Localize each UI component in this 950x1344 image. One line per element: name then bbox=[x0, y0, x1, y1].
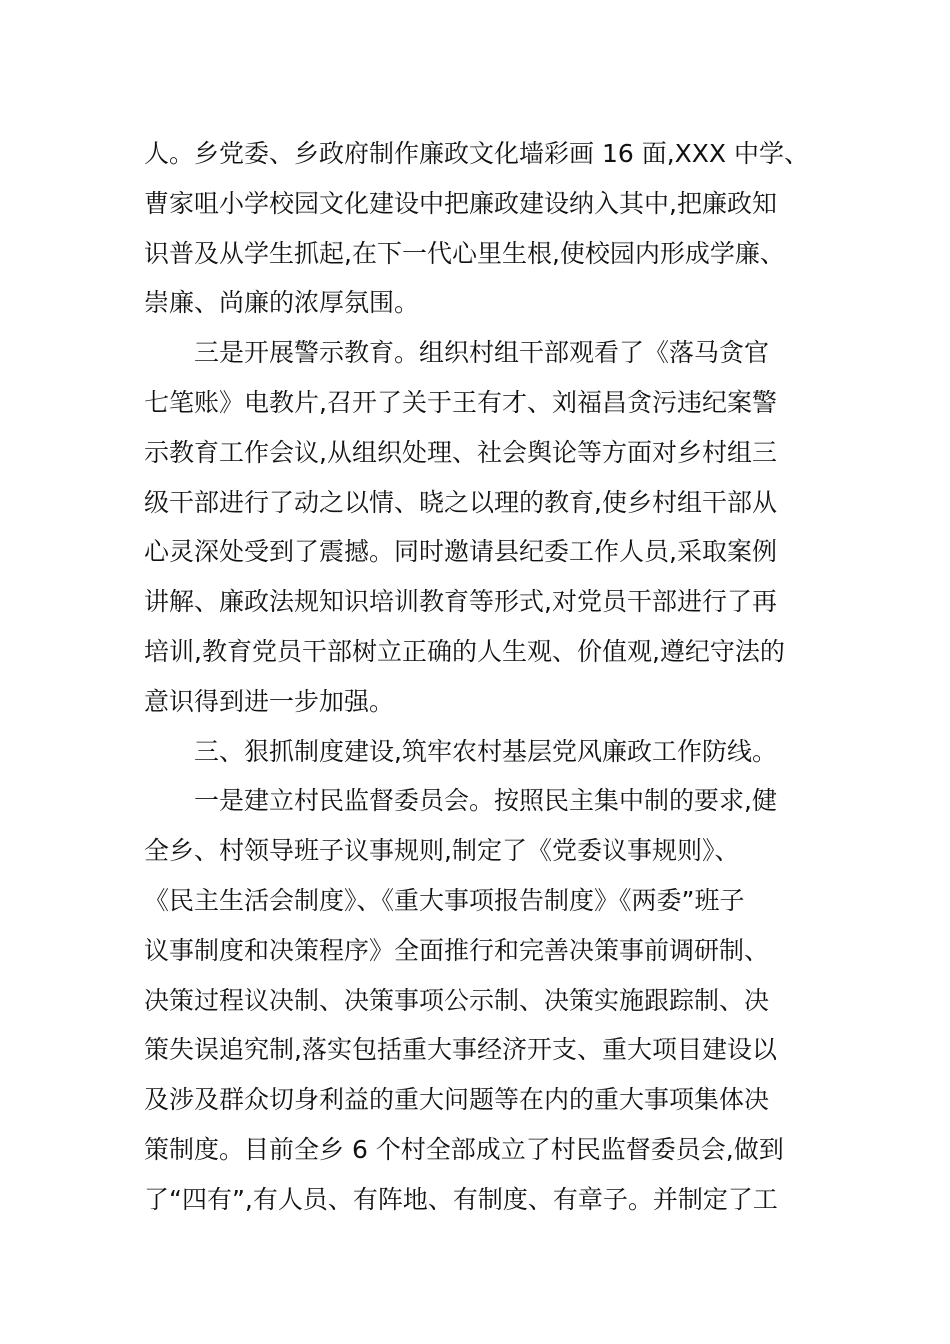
text-line-9: 心灵深处受到了震撼。同时邀请县纪委工作人员,采取案例 bbox=[144, 537, 777, 567]
text-line-6: 七笔账》电教片,召开了关于王有才、刘福昌贪污违纪案警 bbox=[144, 387, 777, 417]
text-line-3: 识普及从学生抓起,在下一代心里生根,使校园内形成学廉、 bbox=[144, 238, 785, 268]
text-line-10: 讲解、廉政法规知识培训教育等形式,对党员干部进行了再 bbox=[144, 587, 777, 617]
text-line-19: 策失误追究制,落实包括重大事经济开支、重大项目建设以 bbox=[144, 1035, 777, 1065]
text-line-4: 崇廉、尚廉的浓厚氛围。 bbox=[144, 288, 420, 318]
document-body bbox=[144, 129, 809, 1225]
text-line-8: 级干部进行了动之以情、晓之以理的教育,使乡村组干部从 bbox=[144, 487, 777, 517]
text-line-17: 议事制度和决策程序》全面推行和完善决策事前调研制、 bbox=[144, 935, 770, 965]
text-line-11: 培训,教育党员干部树立正确的人生观、价值观,遵纪守法的 bbox=[144, 636, 785, 666]
paragraph-indented-line: 三是开展警示教育。组织村组干部观看了《落马贪官 bbox=[194, 338, 770, 368]
text-line-21: 策制度。目前全乡 6 个村全部成立了村民监督委员会,做到 bbox=[144, 1134, 784, 1164]
text-line-20: 及涉及群众切身利益的重大问题等在内的重大事项集体决 bbox=[144, 1085, 770, 1115]
text-line-12: 意识得到进一步加强。 bbox=[144, 686, 395, 716]
text-line-1: 人。乡党委、乡政府制作廉政文化墙彩画 16 面,XXX 中学、 bbox=[144, 139, 809, 168]
text-line-22: 了“四有”,有人员、有阵地、有制度、有章子。并制定了工 bbox=[144, 1184, 778, 1214]
section-heading-line: 三、狠抓制度建设,筑牢农村基层党风廉政工作防线。 bbox=[194, 736, 777, 766]
text-line-18: 决策过程议决制、决策事项公示制、决策实施跟踪制、决 bbox=[144, 985, 770, 1015]
text-line-7: 示教育工作会议,从组织处理、社会舆论等方面对乡村组三 bbox=[144, 437, 777, 467]
text-line-15: 全乡、村领导班子议事规则,制定了《党委议事规则》、 bbox=[144, 836, 740, 866]
paragraph-indented-line: 一是建立村民监督委员会。按照民主集中制的要求,健 bbox=[194, 786, 777, 816]
text-line-16: 《民主生活会制度》、《重大事项报告制度》《两委”班子 bbox=[144, 885, 745, 915]
text-line-2: 曹家咀小学校园文化建设中把廉政建设纳入其中,把廉政知 bbox=[144, 188, 777, 218]
